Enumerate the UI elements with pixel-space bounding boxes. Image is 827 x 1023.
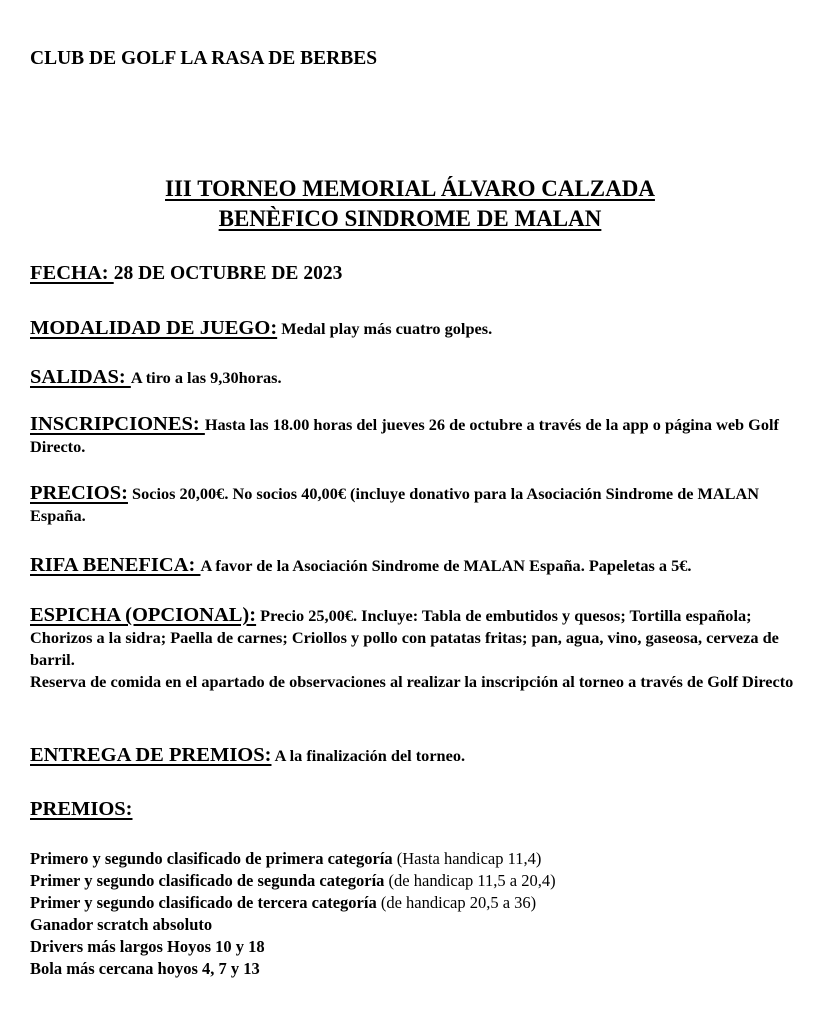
inscripciones-label: INSCRIPCIONES: xyxy=(30,413,205,435)
tournament-title xyxy=(30,174,790,234)
section-salidas xyxy=(30,366,800,389)
entrega-label: ENTREGA DE PREMIOS: xyxy=(30,744,272,766)
inscripciones-value: Hasta las 18.00 horas del jueves 26 de octubre a través de la app o página web Golf Directo. xyxy=(30,415,779,456)
rifa-value: A favor de la Asociación Sindrome de MALAN España. Papeletas a 5€. xyxy=(200,556,692,575)
premio-item: Primero y segundo clasificado de primera categoría (Hasta handicap 11,4) xyxy=(30,849,542,868)
section-fecha xyxy=(30,262,800,285)
title-line-1: III TORNEO MEMORIAL ÁLVARO CALZADA xyxy=(165,176,655,201)
entrega-value: A la finalización del torneo. xyxy=(274,746,466,765)
modalidad-label: MODALIDAD DE JUEGO: xyxy=(30,317,278,339)
modalidad-value: Medal play más cuatro golpes. xyxy=(281,319,493,338)
premios-label: PREMIOS: xyxy=(30,798,133,820)
section-rifa xyxy=(30,554,800,577)
club-name: CLUB DE GOLF LA RASA DE BERBES xyxy=(30,48,378,69)
premio-item: Primer y segundo clasificado de tercera categoría (de handicap 20,5 a 36) xyxy=(30,893,537,912)
section-precios xyxy=(30,482,800,527)
precios-label: PRECIOS: xyxy=(30,482,128,504)
fecha-value: 28 DE OCTUBRE DE 2023 xyxy=(113,263,343,284)
espicha-note: Reserva de comida en el apartado de observaciones al realizar la inscripción al torneo a través de Golf Directo xyxy=(30,672,794,691)
premios-list xyxy=(30,848,800,980)
section-espicha xyxy=(30,604,800,693)
section-entrega xyxy=(30,744,800,767)
premio-item: Ganador scratch absoluto xyxy=(30,915,213,934)
premio-item: Bola más cercana hoyos 4, 7 y 13 xyxy=(30,959,260,978)
salidas-value: A tiro a las 9,30horas. xyxy=(130,368,282,387)
section-inscripciones xyxy=(30,413,800,458)
fecha-label: FECHA: xyxy=(30,262,114,284)
title-line-2: BENÈFICO SINDROME DE MALAN xyxy=(218,206,602,231)
salidas-label: SALIDAS: xyxy=(30,366,131,388)
premio-item: Drivers más largos Hoyos 10 y 18 xyxy=(30,937,265,956)
espicha-value: Precio 25,00€. Incluye: Tabla de embutidos y quesos; Tortilla española; Chorizos a la sidra; Paella de carnes; Criollos y pollo con patatas fritas; pan, agua, vino, gaseosa, cerveza de barril. xyxy=(30,606,779,669)
espicha-label: ESPICHA (OPCIONAL): xyxy=(30,604,257,626)
section-modalidad xyxy=(30,317,800,340)
precios-value: Socios 20,00€. No socios 40,00€ (incluye donativo para la Asociación Sindrome de MALAN España. xyxy=(30,484,760,525)
section-premios xyxy=(30,798,800,821)
rifa-label: RIFA BENEFICA: xyxy=(30,554,201,576)
premio-item: Primer y segundo clasificado de segunda categoría (de handicap 11,5 a 20,4) xyxy=(30,871,556,890)
